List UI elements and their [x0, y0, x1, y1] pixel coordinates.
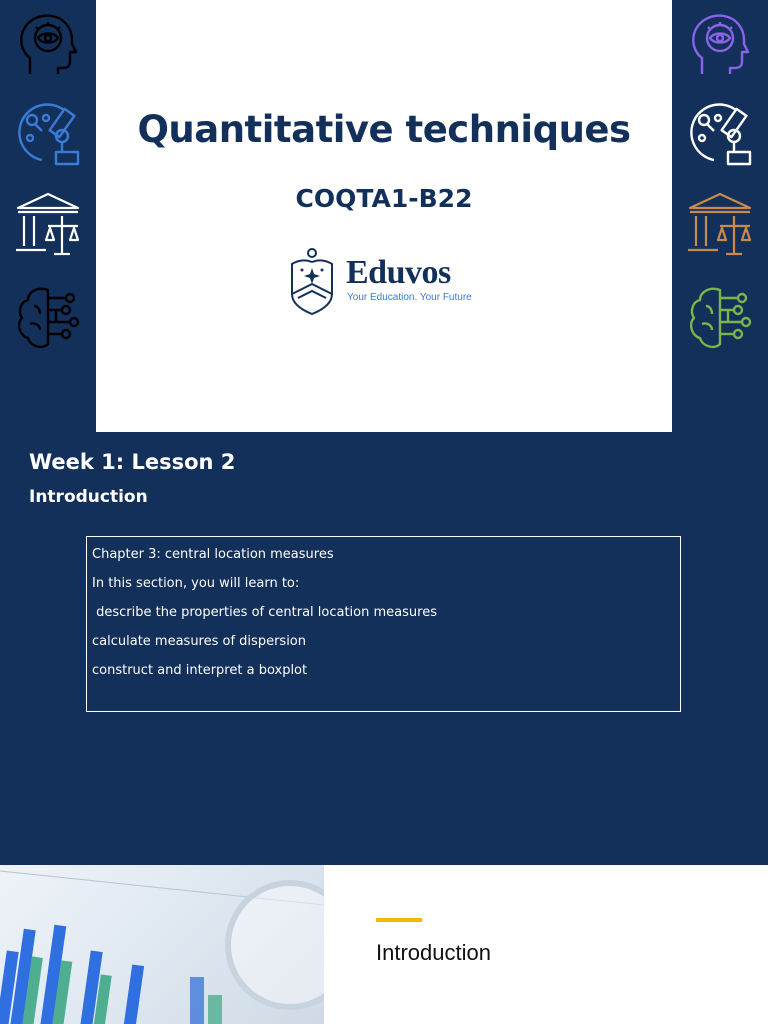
lesson-subheading: Introduction — [29, 487, 148, 507]
title-slide — [0, 0, 768, 432]
microscope-icon — [684, 98, 756, 170]
outcome-line: Chapter 3: central location measures — [92, 547, 334, 562]
course-title: Quantitative techniques — [137, 108, 631, 151]
courthouse-scales-icon — [684, 186, 756, 258]
right-icon-panel — [672, 0, 768, 432]
brain-circuit-icon — [684, 282, 756, 354]
shield-crest-icon — [288, 246, 336, 318]
head-eye-icon — [12, 10, 84, 82]
course-code: COQTA1-B22 — [295, 184, 473, 213]
learning-outcomes-box — [86, 536, 681, 712]
introduction-heading: Introduction — [376, 940, 491, 965]
outcome-line: construct and interpret a boxplot — [92, 663, 308, 678]
brain-circuit-icon — [12, 282, 84, 354]
left-icon-panel — [0, 0, 96, 432]
courthouse-scales-icon — [12, 186, 84, 258]
bar-chart-image — [0, 865, 324, 1024]
bar-chart-photo — [0, 865, 324, 1024]
lesson-slide — [0, 432, 768, 865]
eduvos-logo — [288, 246, 488, 318]
accent-bar — [376, 918, 422, 922]
introduction-slide — [0, 865, 768, 1024]
head-eye-icon — [684, 10, 756, 82]
logo-tagline: Your Education. Your Future — [347, 292, 472, 303]
logo-name: Eduvos — [346, 254, 451, 291]
outcome-line: In this section, you will learn to: — [92, 576, 300, 591]
lesson-heading: Week 1: Lesson 2 — [29, 450, 236, 474]
microscope-icon — [12, 98, 84, 170]
outcome-line: describe the properties of central location measures — [92, 605, 437, 620]
outcome-line: calculate measures of dispersion — [92, 634, 306, 649]
